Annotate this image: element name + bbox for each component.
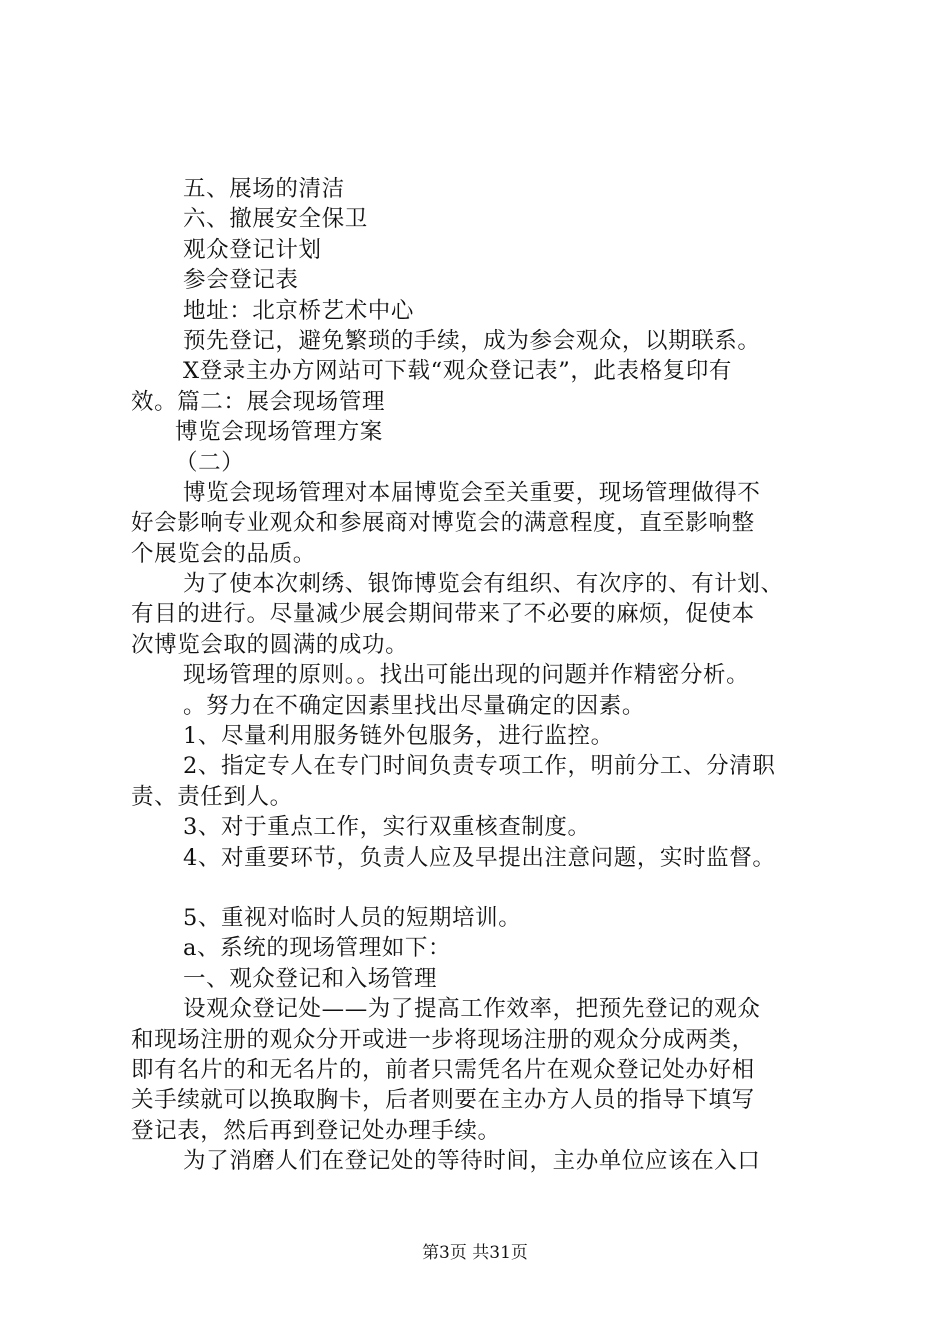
text-line: a、系统的现场管理如下： (183, 935, 452, 962)
document-body (131, 174, 831, 1177)
text-line: 1、尽量利用服务链外包服务，进行监控。 (183, 723, 614, 750)
text-line: 。努力在不确定因素里找出尽量确定的因素。 (183, 692, 646, 719)
text-line: 地址：北京桥艺术中心 (183, 297, 415, 324)
text-line: 为了使本次刺绣、银饰博览会有组织、有次序的、有计划、 (183, 571, 784, 598)
text-line: 博览会现场管理方案 (175, 419, 383, 446)
text-line: 参会登记表 (183, 267, 299, 294)
text-line: 责、责任到人。 (131, 783, 293, 810)
blank-line (131, 873, 831, 903)
text-line: 3、对于重点工作，实行双重核查制度。 (183, 814, 591, 841)
text-line: （二） (175, 449, 245, 476)
text-line: 4、对重要环节，负责人应及早提出注意问题，实时监督。 (183, 844, 776, 871)
page-footer: 第3页 共31页 (422, 1243, 528, 1263)
text-line: 2、指定专人在专门时间负责专项工作，明前分工、分清职 (183, 753, 776, 780)
text-line: 效。篇二：展会现场管理 (131, 388, 386, 415)
text-line: 和现场注册的观众分开或进一步将现场注册的观众分成两类， (131, 1026, 755, 1053)
text-line: 设观众登记处——为了提高工作效率，把预先登记的观众 (183, 996, 761, 1023)
text-line: 一、观众登记和入场管理 (183, 965, 438, 992)
text-line: 观众登记计划 (183, 236, 322, 263)
text-line: 次博览会取的圆满的成功。 (131, 631, 409, 658)
text-line: 六、撤展安全保卫 (183, 206, 368, 233)
text-line: 有目的进行。尽量减少展会期间带来了不必要的麻烦，促使本 (131, 601, 755, 628)
text-line: 登记表，然后再到登记处办理手续。 (131, 1117, 501, 1144)
text-line: 现场管理的原则。。找出可能出现的问题并作精密分析。 (183, 662, 750, 689)
text-line: 博览会现场管理对本届博览会至关重要，现场管理做得不 (183, 479, 761, 506)
text-line: 为了消磨人们在登记处的等待时间，主办单位应该在入口 (183, 1148, 761, 1175)
text-line: 好会影响专业观众和参展商对博览会的满意程度，直至影响整 (131, 510, 755, 537)
text-line: 五、展场的清洁 (183, 176, 345, 202)
text-line: X登录主办方网站可下载“观众登记表”，此表格复印有 (183, 358, 733, 385)
text-line: 预先登记，避免繁琐的手续，成为参会观众，以期联系。 (183, 327, 761, 354)
text-line: 5、重视对临时人员的短期培训。 (183, 904, 522, 931)
text-line: 个展览会的品质。 (131, 540, 316, 567)
text-line: 关手续就可以换取胸卡，后者则要在主办方人员的指导下填写 (131, 1087, 755, 1114)
text-line: 即有名片的和无名片的，前者只需凭名片在观众登记处办好相 (131, 1056, 755, 1083)
